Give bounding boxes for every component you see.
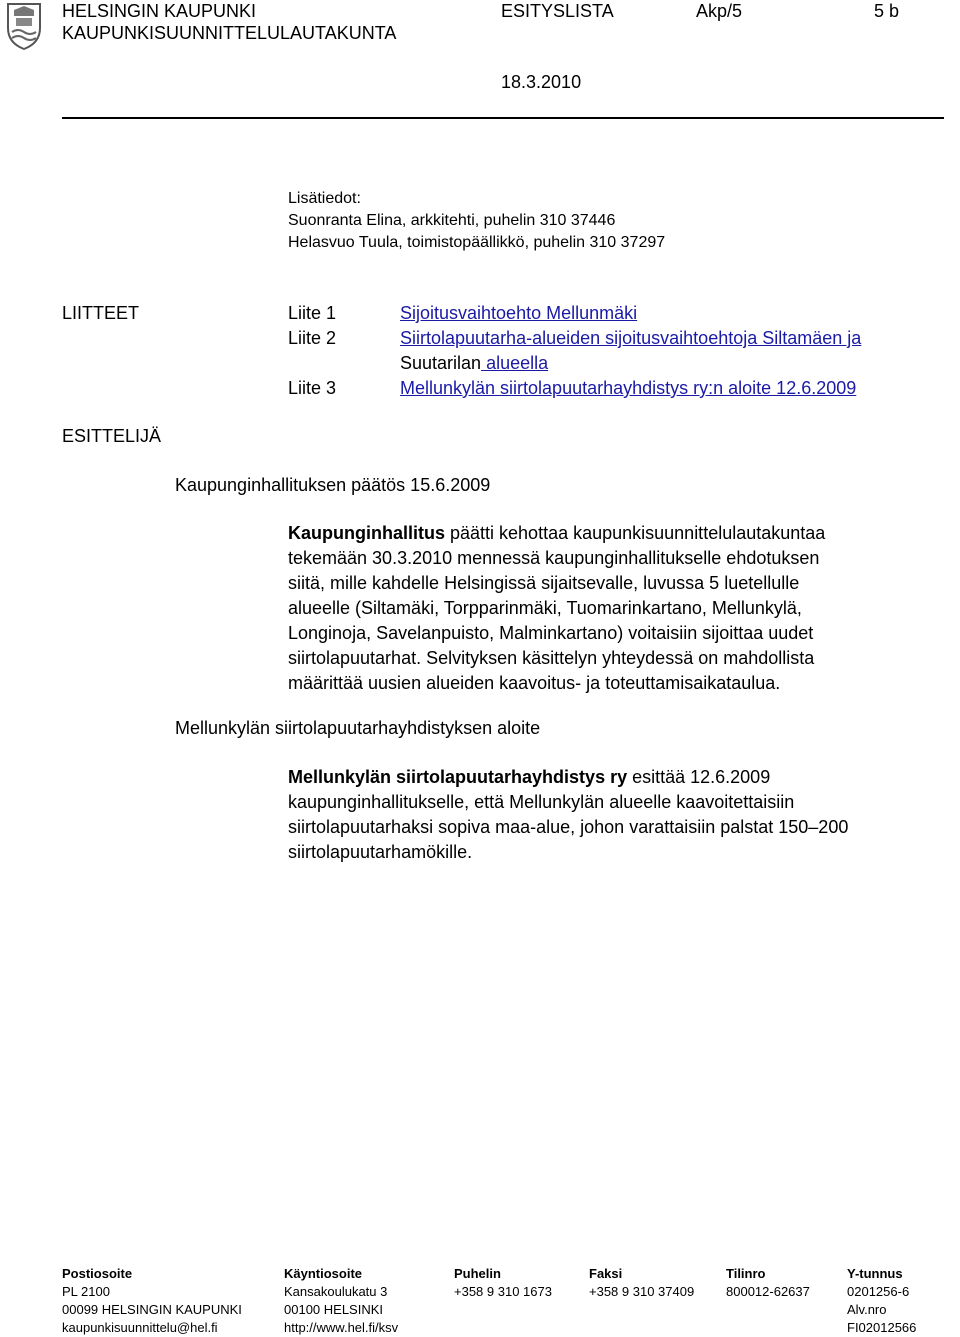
footer-website[interactable]: http://www.hel.fi/ksv bbox=[284, 1320, 399, 1335]
attachment-link-2-cont bbox=[400, 351, 548, 376]
footer-head-fax: Faksi bbox=[589, 1266, 623, 1281]
doc-ref: Akp/5 bbox=[696, 1, 743, 21]
board-name: KAUPUNKISUUNNITTELULAUTAKUNTA bbox=[62, 23, 397, 43]
decision-heading: Kaupunginhallituksen päätös 15.6.2009 bbox=[175, 475, 491, 495]
decision-lead bbox=[288, 521, 825, 546]
footer-head-postal: Postiosoite bbox=[62, 1266, 133, 1281]
footer-head-phone: Puhelin bbox=[454, 1266, 501, 1281]
footer-business-id: 0201256-6 bbox=[847, 1284, 910, 1299]
initiative-lead bbox=[288, 765, 848, 790]
attachment-link-3[interactable]: Mellunkylän siirtolapuutarhayhdistys ry:n aloite 12.6.2009 bbox=[400, 378, 857, 398]
contacts-block bbox=[288, 188, 665, 254]
footer-head-visit: Käyntiosoite bbox=[284, 1266, 363, 1281]
decision-line: Longinoja, Savelanpuisto, Malminkartano) voitaisiin sijoittaa uudet bbox=[288, 623, 814, 643]
attachments-label: LIITTEET bbox=[62, 303, 140, 323]
decision-line: määrittää uusien alueiden kaavoitus- ja toteuttamisaikataulua. bbox=[288, 673, 781, 693]
initiative-line: siirtolapuutarhamökille. bbox=[288, 842, 473, 862]
decision-lead-rest: päätti kehottaa kaupunkisuunnittelulautakuntaa bbox=[445, 523, 826, 543]
footer-account: 800012-62637 bbox=[726, 1284, 810, 1299]
footer-vat-label: Alv.nro bbox=[847, 1302, 887, 1317]
decision-line: siitä, mille kahdelle Helsingissä sijaitsevalle, luvussa 5 luetellulle bbox=[288, 573, 800, 593]
decision-lead-bold: Kaupunginhallitus bbox=[288, 523, 445, 543]
decision-text bbox=[288, 521, 825, 696]
footer-vat-number: FI02012566 bbox=[847, 1320, 917, 1335]
footer-head-business-id: Y-tunnus bbox=[847, 1266, 903, 1281]
decision-line: alueelle (Siltamäki, Torpparinmäki, Tuomarinkartano, Mellunkylä, bbox=[288, 598, 802, 618]
attachment-number: Liite 1 bbox=[288, 303, 337, 323]
decision-line: tekemään 30.3.2010 mennessä kaupunginhallitukselle ehdotuksen bbox=[288, 548, 820, 568]
attachment-link-1[interactable]: Sijoitusvaihtoehto Mellunmäki bbox=[400, 303, 638, 323]
attachment-link-2-plain: Suutarilan bbox=[400, 353, 482, 373]
meeting-date: 18.3.2010 bbox=[501, 72, 582, 92]
org-name: HELSINGIN KAUPUNKI bbox=[62, 1, 257, 21]
initiative-text bbox=[288, 765, 848, 865]
decision-line: siirtolapuutarhat. Selvityksen käsittelyn yhteydessä on mahdollista bbox=[288, 648, 815, 668]
footer-phone: +358 9 310 1673 bbox=[454, 1284, 552, 1299]
initiative-lead-bold: Mellunkylän siirtolapuutarhayhdistys ry bbox=[288, 767, 628, 787]
footer-postal-line: 00099 HELSINGIN KAUPUNKI bbox=[62, 1302, 242, 1317]
contact-line: Helasvuo Tuula, toimistopäällikkö, puhelin 310 37297 bbox=[288, 234, 666, 251]
initiative-line: kaupunginhallitukselle, että Mellunkylän alueelle kaavoitettaisiin bbox=[288, 792, 795, 812]
attachment-number: Liite 2 bbox=[288, 328, 337, 348]
contacts-title: Lisätiedot: bbox=[288, 190, 361, 207]
agenda-item: 5 b bbox=[874, 1, 900, 21]
footer-visit-line: Kansakoulukatu 3 bbox=[284, 1284, 388, 1299]
contact-line: Suonranta Elina, arkkitehti, puhelin 310 37446 bbox=[288, 212, 616, 229]
footer-fax: +358 9 310 37409 bbox=[589, 1284, 695, 1299]
attachment-number: Liite 3 bbox=[288, 378, 337, 398]
footer-visit-line: 00100 HELSINKI bbox=[284, 1302, 384, 1317]
attachment-link-2-tail[interactable]: alueella bbox=[481, 353, 549, 373]
doc-type: ESITYSLISTA bbox=[501, 1, 614, 21]
attachment-link-2[interactable]: Siirtolapuutarha-alueiden sijoitusvaihtoehtoja Siltamäen ja bbox=[400, 328, 862, 348]
header-divider bbox=[62, 117, 944, 119]
footer-head-account: Tilinro bbox=[726, 1266, 766, 1281]
footer-postal-line: PL 2100 bbox=[62, 1284, 110, 1299]
footer-email[interactable]: kaupunkisuunnittelu@hel.fi bbox=[62, 1320, 218, 1335]
initiative-heading: Mellunkylän siirtolapuutarhayhdistyksen aloite bbox=[175, 718, 541, 738]
initiative-lead-rest: esittää 12.6.2009 bbox=[627, 767, 771, 787]
helsinki-coat-of-arms-icon bbox=[4, 2, 44, 50]
presenter-label: ESITTELIJÄ bbox=[62, 426, 162, 446]
initiative-line: siirtolapuutarhaksi sopiva maa-alue, johon varattaisiin palstat 150–200 bbox=[288, 817, 849, 837]
